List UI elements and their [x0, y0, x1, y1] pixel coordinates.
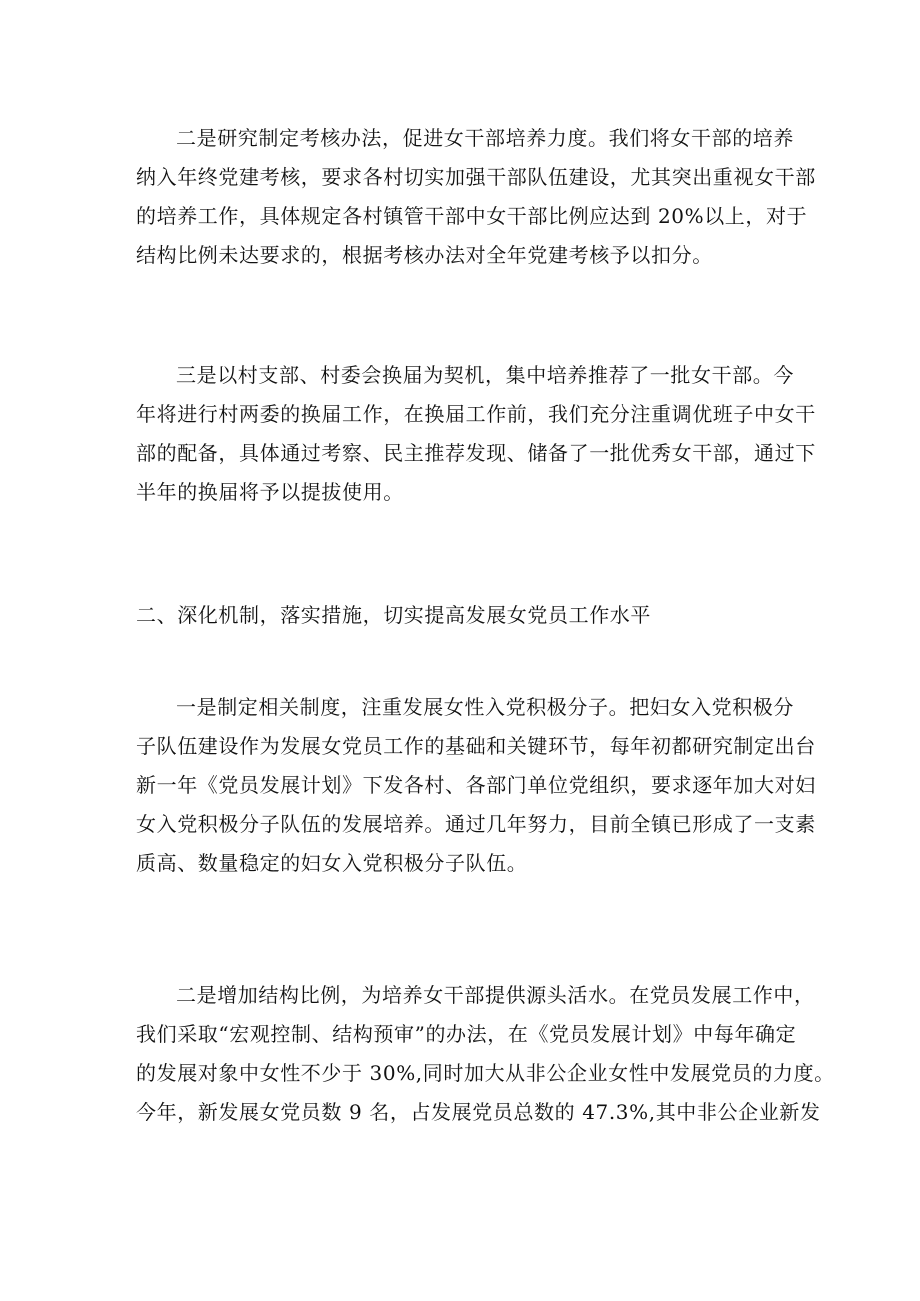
- text-line: 女入党积极分子队伍的发展培养。通过几年努力，目前全镇已形成了一支素: [136, 812, 816, 836]
- text-line: 的发展对象中女性不少于 30%,同时加大从非公企业女性中发展党员的力度。: [136, 1061, 835, 1085]
- text-line: 今年，新发展女党员数 9 名，占发展党员总数的 47.3%,其中非公企业新发: [136, 1100, 821, 1124]
- paragraph-election-opportunity: [136, 356, 816, 512]
- text-line: 部的配备，具体通过考察、民主推荐发现、储备了一批优秀女干部，通过下: [136, 441, 816, 465]
- text-line: 子队伍建设作为发展女党员工作的基础和关键环节，每年初都研究制定出台: [136, 734, 816, 758]
- paragraph-text: [136, 688, 816, 883]
- text-line: 二是增加结构比例，为培养女干部提供源头活水。在党员发展工作中，: [176, 983, 815, 1007]
- paragraph-assessment-method: [136, 119, 816, 275]
- text-line: 结构比例未达要求的，根据考核办法对全年党建考核予以扣分。: [136, 243, 713, 267]
- text-line: 二是研究制定考核办法，促进女干部培养力度。我们将女干部的培养: [176, 126, 794, 150]
- text-line: 半年的换届将予以提拔使用。: [136, 480, 404, 504]
- paragraph-activist-system: [136, 688, 816, 883]
- text-line: 纳入年终党建考核，要求各村切实加强干部队伍建设，尤其突出重视女干部: [136, 165, 816, 189]
- text-line: 三是以村支部、村委会换届为契机，集中培养推荐了一批女干部。今: [176, 363, 794, 387]
- text-line: 我们采取“宏观控制、结构预审”的办法，在《党员发展计划》中每年确定: [136, 1022, 797, 1046]
- text-line: 新一年《党员发展计划》下发各村、各部门单位党组织，要求逐年加大对妇: [136, 773, 816, 797]
- text-line: 质高、数量稳定的妇女入党积极分子队伍。: [136, 851, 528, 875]
- paragraph-text: [136, 976, 835, 1132]
- heading-text: [136, 596, 796, 635]
- paragraph-text: [136, 119, 816, 275]
- text-line: 一是制定相关制度，注重发展女性入党积极分子。把妇女入党积极分: [176, 695, 794, 719]
- paragraph-text: [136, 356, 816, 512]
- text-line: 的培养工作，具体规定各村镇管干部中女干部比例应达到 20%以上，对于: [136, 204, 808, 228]
- text-line: 二、深化机制，落实措施，切实提高发展女党员工作水平: [136, 603, 651, 627]
- paragraph-structure-ratio: [136, 976, 835, 1132]
- text-line: 年将进行村两委的换届工作，在换届工作前，我们充分注重调优班子中女干: [136, 402, 816, 426]
- section-heading-2: [136, 596, 796, 635]
